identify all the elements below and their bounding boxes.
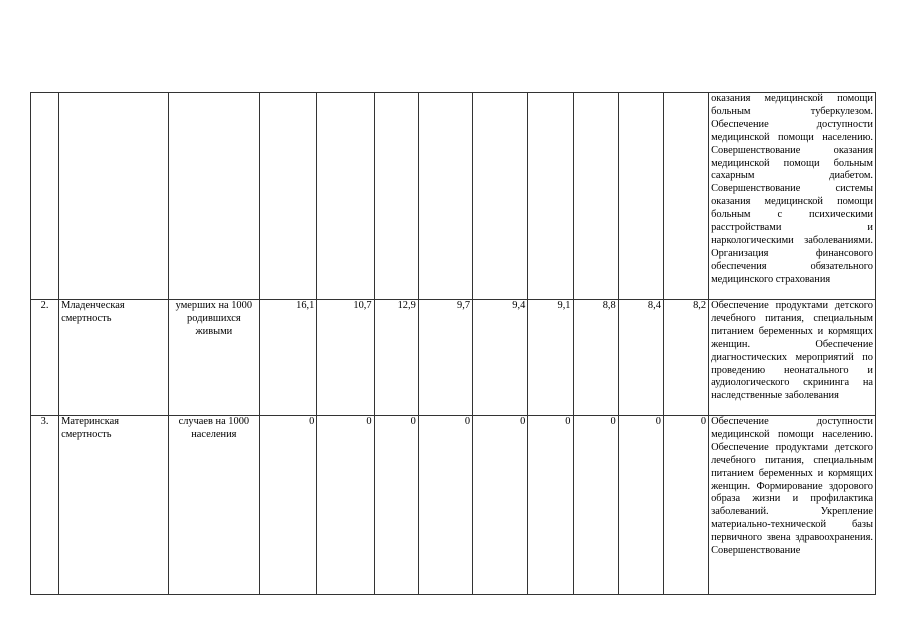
row-number — [31, 93, 59, 300]
indicator-unit: умерших на 1000 родившихся живыми — [168, 300, 259, 416]
indicator-unit: случаев на 1000 населения — [168, 416, 259, 595]
value-cell: 8,2 — [663, 300, 708, 416]
value-cell: 0 — [260, 416, 317, 595]
value-cell — [473, 93, 528, 300]
value-cell: 12,9 — [374, 300, 418, 416]
value-cell: 0 — [663, 416, 708, 595]
indicator-name: Материнская смертность — [59, 416, 169, 595]
value-cell: 8,4 — [618, 300, 663, 416]
value-cell — [260, 93, 317, 300]
value-cell — [418, 93, 472, 300]
indicators-table — [30, 92, 876, 595]
indicator-name: Младенческая смертность — [59, 300, 169, 416]
value-cell: 0 — [573, 416, 618, 595]
value-cell — [374, 93, 418, 300]
value-cell: 0 — [473, 416, 528, 595]
value-cell: 9,7 — [418, 300, 472, 416]
measures-note: оказания медицинской помощи больным туберкулезом. Обеспечение доступности медицинской помощи населению. Совершенствование оказания медицинской помощи больным сахарным диабетом. Совершенствование системы оказания медицинской помощи больным с психическими расстройствами и наркологическими заболеваниями. Организация финансового обеспечения обязательного медицинского страхования — [709, 93, 876, 300]
value-cell: 8,8 — [573, 300, 618, 416]
table-row — [31, 93, 876, 300]
value-cell: 0 — [418, 416, 472, 595]
value-cell: 10,7 — [317, 300, 374, 416]
value-cell — [663, 93, 708, 300]
value-cell — [528, 93, 573, 300]
indicator-unit — [168, 93, 259, 300]
measures-note: Обеспечение доступности медицинской помощи населению. Обеспечение продуктами детского лечебного питания, специальным питанием беременных и кормящих женщин. Формирование здорового образа жизни и профилактика заболеваний. Укрепление материально-технической базы первичного звена здравоохранения. Совершенствование — [709, 416, 876, 595]
value-cell: 0 — [374, 416, 418, 595]
value-cell: 0 — [317, 416, 374, 595]
table-row — [31, 300, 876, 416]
value-cell: 9,4 — [473, 300, 528, 416]
value-cell: 0 — [528, 416, 573, 595]
indicator-name — [59, 93, 169, 300]
value-cell: 9,1 — [528, 300, 573, 416]
row-number: 2. — [31, 300, 59, 416]
measures-note: Обеспечение продуктами детского лечебного питания, специальным питанием беременных и кормящих женщин. Обеспечение диагностических мероприятий по проведению неонатального и аудиологического скрининга на наследственные заболевания — [709, 300, 876, 416]
value-cell — [618, 93, 663, 300]
row-number: 3. — [31, 416, 59, 595]
table-row — [31, 416, 876, 595]
value-cell — [317, 93, 374, 300]
value-cell: 16,1 — [260, 300, 317, 416]
value-cell: 0 — [618, 416, 663, 595]
value-cell — [573, 93, 618, 300]
